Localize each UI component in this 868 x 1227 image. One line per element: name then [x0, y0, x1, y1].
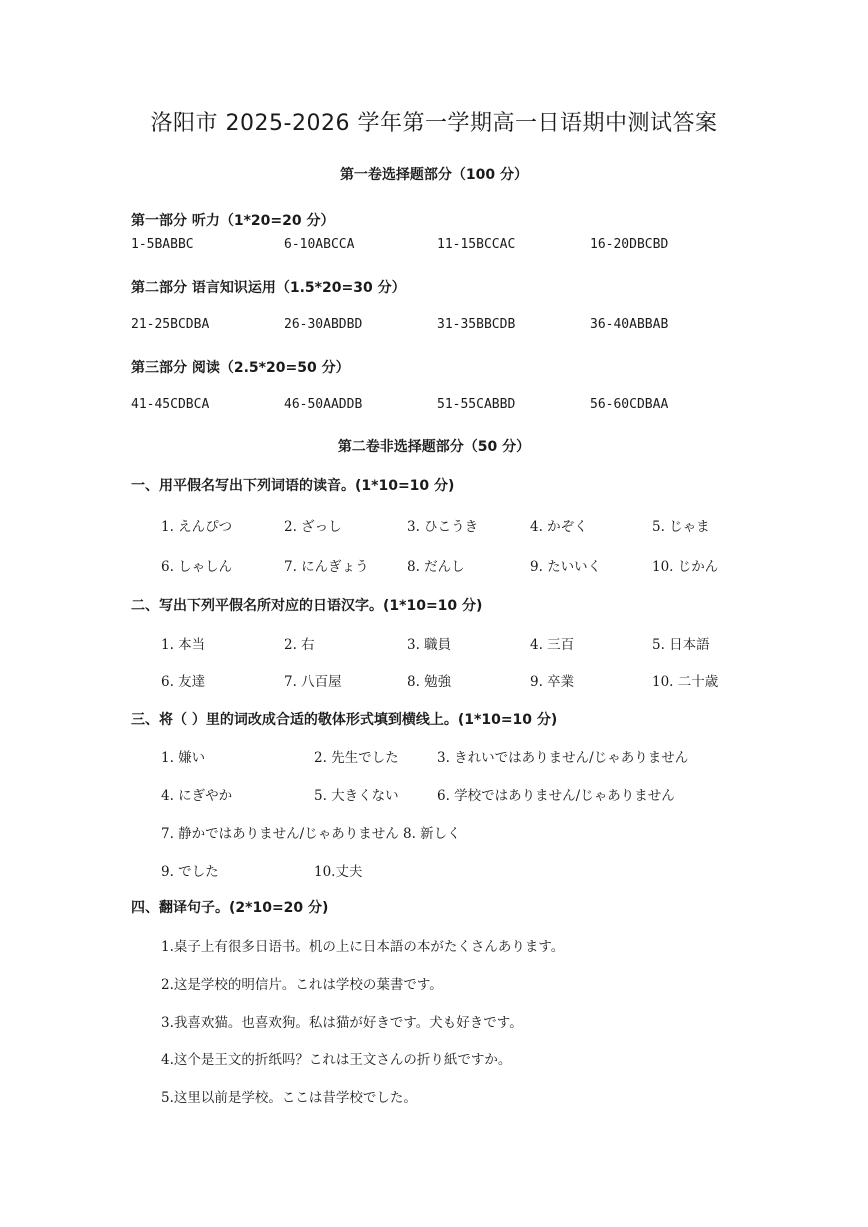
answer-item: 2. ざっし — [284, 519, 342, 535]
translation-sentence: 1.桌子上有很多日语书。机の上に日本語の本がたくさんあります。 — [161, 939, 565, 955]
answer-item: 7. にんぎょう — [284, 559, 369, 575]
question-2-row — [0, 633, 868, 653]
answer-item: 10.丈夫 — [314, 864, 363, 880]
answer-group: 36-40ABBAB — [590, 317, 669, 332]
answer-item: 7. 八百屋 — [284, 674, 342, 690]
answer-group: 16-20DBCBD — [590, 237, 669, 252]
answer-item: 4. 三百 — [530, 637, 575, 653]
answer-group: 51-55CABBD — [437, 397, 516, 412]
answer-item: 9. たいいく — [530, 559, 602, 575]
answer-item: 3. ひこうき — [407, 519, 479, 535]
part-1-heading: 第一部分 听力（1*20=20 分） — [131, 213, 335, 229]
part-3-heading: 第三部分 阅读（2.5*20=50 分） — [131, 360, 350, 376]
question-2-heading: 二、写出下列平假名所对应的日语汉字。(1*10=10 分) — [131, 598, 483, 614]
translation-sentence: 5.这里以前是学校。ここは昔学校でした。 — [161, 1090, 417, 1106]
question-1-row — [0, 515, 868, 535]
answer-item: 2. 先生でした — [314, 750, 399, 766]
question-3-row — [0, 746, 868, 766]
document-title: 洛阳市 2025-2026 学年第一学期高一日语期中测试答案 — [150, 111, 718, 136]
answer-item: 10. じかん — [652, 559, 719, 575]
question-3-row — [0, 822, 868, 842]
answer-item: 9. でした — [161, 864, 219, 880]
volume-1-heading: 第一卷选择题部分（100 分） — [339, 167, 529, 183]
answer-item: 6. 学校ではありません/じゃありません — [437, 788, 675, 804]
answer-item: 2. 右 — [284, 637, 315, 653]
answer-item: 10. 二十歳 — [652, 674, 719, 690]
answer-group: 21-25BCDBA — [131, 317, 210, 332]
part-2-answers — [0, 317, 868, 337]
part-1-answers — [0, 237, 868, 257]
answer-item: 4. にぎやか — [161, 788, 233, 804]
answer-item: 5. 大きくない — [314, 788, 399, 804]
answer-item: 8. 勉強 — [407, 674, 452, 690]
part-2-heading: 第二部分 语言知识运用（1.5*20=30 分） — [131, 280, 406, 296]
translation-sentence: 2.这是学校的明信片。これは学校の葉書です。 — [161, 977, 443, 993]
answer-item: 6. 友達 — [161, 674, 206, 690]
answer-item: 8. だんし — [407, 559, 465, 575]
answer-item: 6. しゃしん — [161, 559, 233, 575]
question-3-row — [0, 860, 868, 880]
volume-2-heading: 第二卷非选择题部分（50 分） — [337, 439, 531, 455]
answer-item: 5. 日本語 — [652, 637, 710, 653]
question-3-row — [0, 784, 868, 804]
translation-sentence: 3.我喜欢猫。也喜欢狗。私は猫が好きです。犬も好きです。 — [161, 1015, 523, 1031]
answer-group: 1-5BABBC — [131, 237, 194, 252]
answer-item: 9. 卒業 — [530, 674, 575, 690]
answer-item: 1. 嫌い — [161, 750, 206, 766]
answer-group: 6-10ABCCA — [284, 237, 355, 252]
answer-item: 5. じゃま — [652, 519, 710, 535]
answer-item: 7. 静かではありません/じゃありません 8. 新しく — [161, 826, 461, 842]
part-3-answers — [0, 397, 868, 417]
answer-group: 46-50AADDB — [284, 397, 363, 412]
answer-item: 1. えんぴつ — [161, 519, 233, 535]
answer-group: 41-45CDBCA — [131, 397, 210, 412]
answer-group: 31-35BBCDB — [437, 317, 516, 332]
answer-group: 56-60CDBAA — [590, 397, 669, 412]
question-1-heading: 一、用平假名写出下列词语的读音。(1*10=10 分) — [131, 478, 455, 494]
answer-item: 1. 本当 — [161, 637, 206, 653]
answer-item: 4. かぞく — [530, 519, 588, 535]
answer-group: 26-30ABDBD — [284, 317, 363, 332]
answer-item: 3. きれいではありません/じゃありません — [437, 750, 689, 766]
answer-item: 3. 職員 — [407, 637, 452, 653]
question-2-row — [0, 670, 868, 690]
question-4-heading: 四、翻译句子。(2*10=20 分) — [131, 900, 329, 916]
answer-group: 11-15BCCAC — [437, 237, 516, 252]
translation-sentence: 4.这个是王文的折纸吗？これは王文さんの折り紙ですか。 — [161, 1052, 512, 1068]
question-3-heading: 三、将（ ）里的词改成合适的敬体形式填到横线上。(1*10=10 分) — [131, 712, 558, 728]
question-1-row — [0, 555, 868, 575]
